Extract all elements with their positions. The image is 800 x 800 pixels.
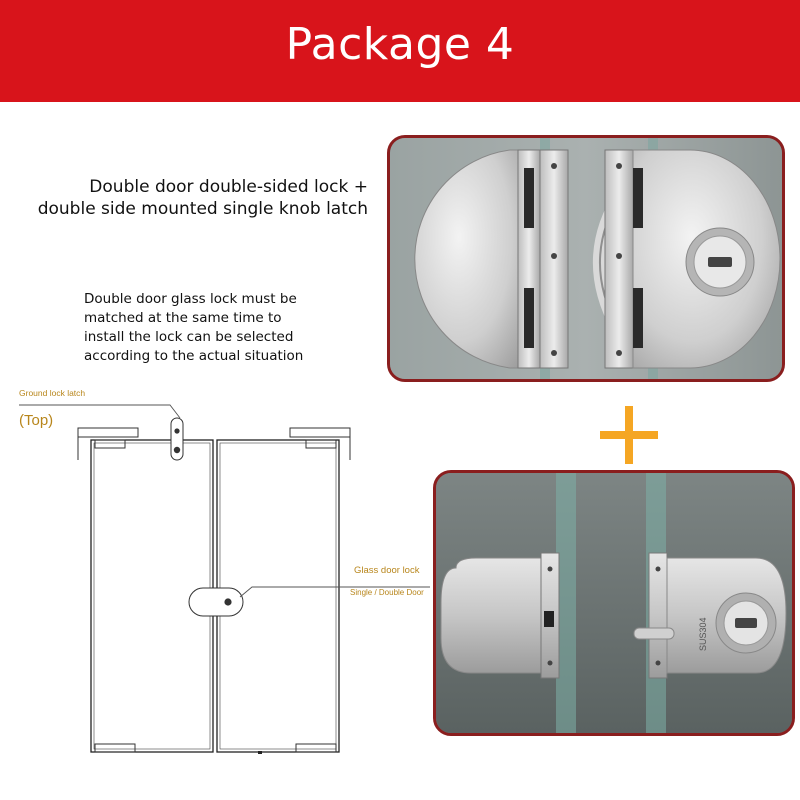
- note-line: install the lock can be selected: [84, 329, 294, 345]
- plus-icon: [600, 406, 658, 464]
- note-line: matched at the same time to: [84, 310, 282, 326]
- description-line-1: Double door double-sided lock +: [89, 177, 368, 197]
- top-bracket-right: [290, 428, 350, 437]
- glass-door-lock: [189, 588, 243, 616]
- note-line: according to the actual situation: [84, 348, 304, 364]
- ground-lock-latch: [171, 418, 183, 460]
- callout-ground-lock-latch: Ground lock latch: [19, 388, 86, 398]
- callout-top: (Top): [19, 412, 54, 429]
- knob-latch-photo: [433, 470, 795, 736]
- title-banner: [0, 0, 800, 102]
- installation-note: [84, 290, 384, 366]
- note-line: Double door glass lock must be: [84, 291, 297, 307]
- callout-glass-door-lock: Glass door lock: [354, 565, 420, 576]
- top-bracket-left: [78, 428, 138, 437]
- double-sided-lock-photo: [387, 135, 785, 382]
- description-line-2: double side mounted single knob latch: [37, 199, 368, 219]
- product-description: [28, 176, 368, 220]
- callout-single-double-door: Single / Double Door: [350, 588, 424, 597]
- sus304-engraving: SUS304: [698, 617, 708, 651]
- page-title: Package 4: [285, 18, 515, 70]
